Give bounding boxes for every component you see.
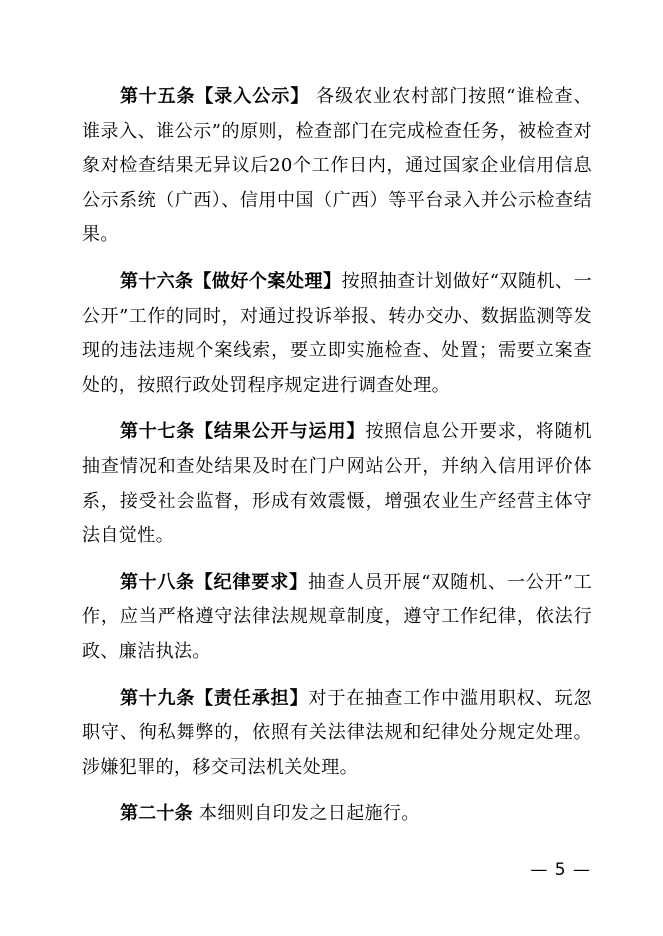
article-text: 抽查人员开展“双随机、一公开”工作，应当严格遵守法律法规规章制度，遵守工作纪律，依法行政、廉洁执法。 bbox=[82, 571, 592, 662]
article-heading: 【做好个案处理】 bbox=[193, 270, 342, 292]
article-16 bbox=[82, 265, 592, 403]
article-text: 对于在抽查工作中滥用职权、玩忽职守、徇私舞弊的，依照有关法律法规和纪律处分规定处理。涉嫌犯罪的，移交司法机关处理。 bbox=[82, 687, 593, 778]
article-title: 第十七条 bbox=[120, 421, 195, 443]
article-heading: 【责任承担】 bbox=[194, 687, 309, 709]
article-title: 第二十条 bbox=[120, 803, 193, 825]
article-17 bbox=[82, 415, 592, 553]
article-title: 第十五条 bbox=[120, 86, 196, 107]
article-heading: 【录入公示】 bbox=[195, 86, 310, 107]
article-heading: 【结果公开与运用】 bbox=[194, 421, 366, 443]
article-title: 第十六条 bbox=[120, 270, 194, 292]
article-title: 第十八条 bbox=[120, 571, 195, 593]
article-19 bbox=[82, 682, 592, 786]
article-20 bbox=[82, 797, 592, 832]
article-text: 各级农业农村部门按照“谁检查、谁录入、谁公示”的原则，检查部门在完成检查任务，被检查对象对检查结果无异议后20个工作日内，通过国家企业信用信息公示系统（广西）、信用中国（广西）等平台录入并公示检查结果。 bbox=[82, 86, 592, 246]
article-text: 按照抽查计划做好“双随机、一公开”工作的同时，对通过投诉举报、转办交办、数据监测等发现的违法违规个案线索，要立即实施检查、处置；需要立案查处的，按照行政处罚程序规定进行调查处理。 bbox=[82, 270, 592, 396]
article-text: 按照信息公开要求，将随机抽查情况和查处结果及时在门户网站公开，并纳入信用评价体系，接受社会监督，形成有效震慑，增强农业生产经营主体守法自觉性。 bbox=[82, 421, 592, 547]
article-18 bbox=[82, 566, 592, 670]
article-heading: 【纪律要求】 bbox=[194, 571, 308, 593]
article-text: 本细则自印发之日起施行。 bbox=[192, 803, 420, 825]
page-number: — 5 — bbox=[530, 860, 591, 880]
article-title: 第十九条 bbox=[120, 687, 195, 709]
document-content bbox=[82, 80, 592, 844]
article-15 bbox=[82, 80, 592, 253]
